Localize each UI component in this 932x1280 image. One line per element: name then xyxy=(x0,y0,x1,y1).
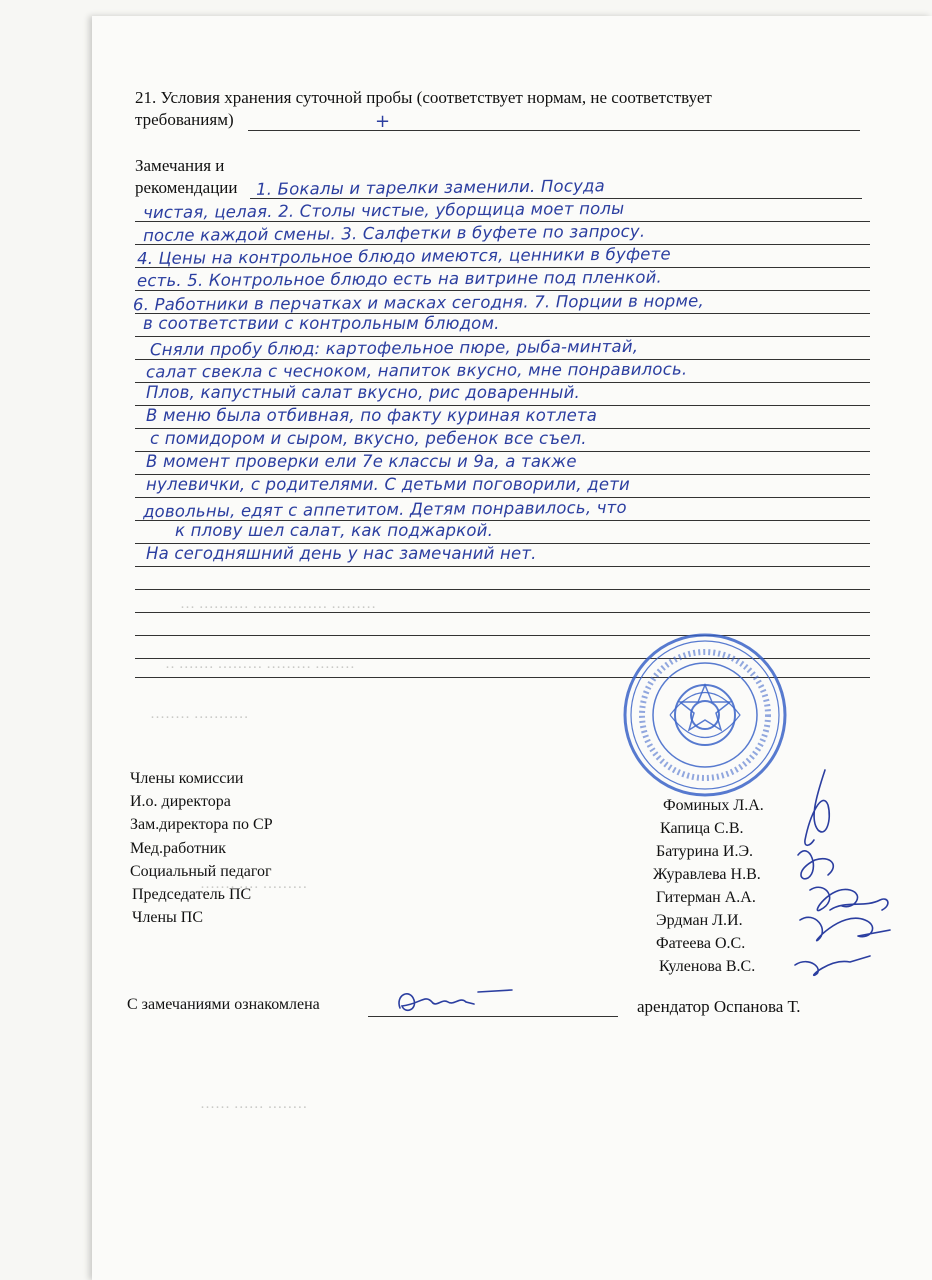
tenant-signature xyxy=(390,980,520,1020)
handwritten-line: 6. Работники в перчатках и масках сегодня. 7. Порции в норме, xyxy=(132,291,704,315)
bleed-through-text: ······· ···· ········· xyxy=(200,880,308,896)
item21-answer-line xyxy=(248,130,860,131)
handwritten-line: после каждой смены. 3. Салфетки в буфете по запросу. xyxy=(142,221,646,246)
member-name: Эрдман Л.И. xyxy=(656,912,743,929)
handwritten-line: с помидором и сыром, вкусно, ребенок все съел. xyxy=(150,429,587,448)
member-name: Фоминых Л.А. xyxy=(663,797,764,814)
member-name: Фатеева О.С. xyxy=(656,935,746,952)
member-role: Мед.работник xyxy=(130,840,226,857)
acknowledgement-signer: арендатор Оспанова Т. xyxy=(637,997,801,1016)
handwritten-line: довольны, едят с аппетитом. Детям понравилось, что xyxy=(142,497,627,522)
ruled-line xyxy=(135,589,870,590)
member-role: Зам.директора по СР xyxy=(130,816,273,833)
commission-heading: Члены комиссии xyxy=(130,770,244,787)
handwritten-line: В меню была отбивная, по факту куриная котлета xyxy=(146,406,598,425)
ruled-line xyxy=(135,566,870,567)
member-role: Председатель ПС xyxy=(132,886,252,903)
handwritten-line: 4. Цены на контрольное блюдо имеются, ценники в буфете xyxy=(136,244,671,269)
handwritten-signature xyxy=(770,760,920,990)
member-role: И.о. директора xyxy=(130,793,231,810)
item21-text-cont: требованиям) xyxy=(135,110,234,129)
item21-text: 21. Условия хранения суточной пробы (соответствует нормам, не соответствует xyxy=(135,88,712,107)
bleed-through-text: ······ ······ ········ xyxy=(200,1100,308,1116)
handwritten-line: 1. Бокалы и тарелки заменили. Посуда xyxy=(255,176,606,199)
handwritten-line: Сняли пробу блюд: картофельное пюре, рыба-минтай, xyxy=(149,336,639,360)
official-seal-stamp xyxy=(620,630,790,800)
handwritten-line: салат свекла с чесноком, напиток вкусно, мне понравилось. xyxy=(145,359,688,382)
handwritten-line: На сегодняшний день у нас замечаний нет. xyxy=(146,544,537,563)
handwritten-line: чистая, целая. 2. Столы чистые, уборщица моет полы xyxy=(142,198,625,223)
handwritten-line: В момент проверки ели 7е классы и 9а, а также xyxy=(146,452,577,471)
bleed-through-text: ··· ·········· ··············· ········· xyxy=(180,600,377,616)
ruled-line xyxy=(135,612,870,613)
bleed-through-text: ·· ······· ········· ········· ········ xyxy=(165,660,355,676)
bleed-through-text: ········ ··········· xyxy=(150,710,249,726)
member-role: Члены ПС xyxy=(132,909,204,926)
remarks-label-cont: рекомендации xyxy=(135,178,238,197)
member-role: Социальный педагог xyxy=(130,863,272,880)
handwritten-line: к плову шел салат, как поджаркой. xyxy=(175,521,494,540)
handwritten-line: нулевички, с родителями. С детьми поговорили, дети xyxy=(146,475,630,494)
handwritten-line: есть. 5. Контрольное блюдо есть на витрине под пленкой. xyxy=(136,267,663,291)
member-name: Гитерман А.А. xyxy=(656,889,756,906)
item21-mark: + xyxy=(375,111,391,132)
handwritten-line: Плов, капустный салат вкусно, рис доваренный. xyxy=(146,383,581,402)
acknowledgement-label: С замечаниями ознакомлена xyxy=(127,996,320,1013)
handwritten-line: в соответствии с контрольным блюдом. xyxy=(143,314,500,333)
member-name: Капица С.В. xyxy=(660,820,744,837)
member-name: Журавлева Н.В. xyxy=(653,866,761,883)
member-name: Куленова В.С. xyxy=(659,958,756,975)
member-name: Батурина И.Э. xyxy=(656,843,753,860)
remarks-label: Замечания и xyxy=(135,156,225,175)
